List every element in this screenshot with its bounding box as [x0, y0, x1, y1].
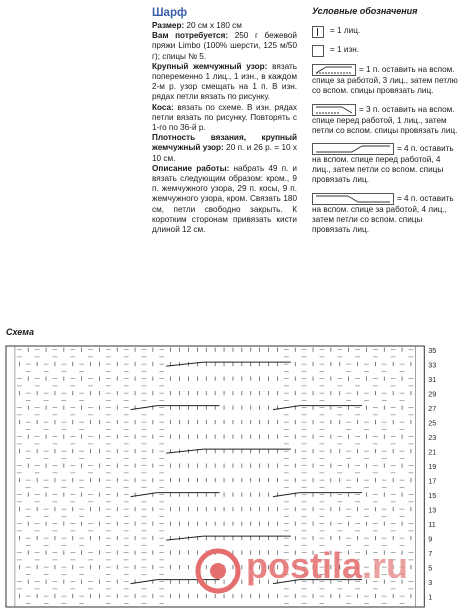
row-number: 31	[428, 374, 437, 384]
watermark-suffix: .ru	[362, 545, 409, 586]
materials-paragraph	[152, 31, 297, 62]
legend-text-knit: = 1 лиц.	[330, 26, 361, 36]
row-number: 13	[428, 505, 437, 515]
row-number: 23	[428, 432, 437, 442]
cable-3-right-icon	[312, 64, 356, 76]
materials-label: Вам потребуется:	[152, 31, 229, 41]
cable-4-back-icon	[312, 193, 394, 205]
row-number: 33	[428, 360, 437, 370]
legend-item-cable-4-front	[312, 143, 458, 186]
row-number: 5	[428, 563, 433, 573]
legend-text-cable-3-left: = 3 п. оставить на вспом. спице перед работой, 1 лиц., затем петли со вспом. спицы провязать лиц.	[312, 104, 458, 135]
row-number: 19	[428, 461, 437, 471]
row-number: 21	[428, 447, 437, 457]
cable-value: вязать по схеме. В изн. рядах петли вязать по рисунку. Повторять с 1-го по 36-й р.	[152, 102, 297, 133]
size-value: 20 см х 180 см	[186, 21, 242, 30]
row-number: 25	[428, 418, 437, 428]
legend-item-cable-3-right	[312, 64, 458, 96]
row-number: 17	[428, 476, 437, 486]
knit-icon	[312, 26, 324, 38]
pearl-value: вязать попеременно 1 лиц., 1 изн., в каждом 2-м р. узор смещать на 1 п. В изн. рядах петли вязать по рисунку.	[152, 61, 297, 102]
row-number: 11	[428, 519, 436, 529]
legend	[312, 6, 458, 242]
watermark	[246, 545, 408, 587]
row-number: 7	[428, 548, 433, 558]
legend-item-cable-3-left	[312, 104, 458, 136]
legend-item-cable-4-back	[312, 193, 458, 236]
cable-label: Коса:	[152, 102, 174, 112]
size-label: Размер:	[152, 21, 185, 30]
pattern-description	[152, 6, 297, 235]
row-number: 9	[428, 534, 433, 544]
pearl-label: Крупный жемчужный узор:	[152, 61, 268, 71]
row-number: 29	[428, 389, 437, 399]
desc-paragraph	[152, 164, 297, 235]
cable-3-left-icon	[312, 104, 356, 116]
row-number: 35	[428, 345, 437, 355]
article-title: Шарф	[152, 7, 188, 19]
postila-logo-icon	[194, 547, 242, 595]
size-paragraph	[152, 21, 297, 31]
row-number: 27	[428, 403, 437, 413]
gauge-paragraph	[152, 133, 297, 164]
row-number: 3	[428, 577, 433, 587]
purl-icon	[312, 45, 324, 57]
desc-label: Описание работы:	[152, 163, 230, 173]
materials-value: 250 г бежевой пряжи Limbo (100% шерсти, 125 м/50 г); спицы № 5.	[152, 31, 297, 61]
watermark-main: postila	[246, 545, 363, 586]
legend-text-purl: = 1 изн.	[330, 45, 360, 55]
legend-text-cable-4-front: = 4 п. оставить на вспом. спице перед работой, 4 лиц., затем петли со вспом. спицы провязать лиц.	[312, 144, 454, 185]
row-number: 1	[428, 592, 433, 602]
cable-paragraph	[152, 103, 297, 134]
legend-title: Условные обозначения	[312, 6, 418, 16]
desc-value: набрать 49 п. и вязать следующим образом: кром., 9 п. жемчужного узора, 29 п. косы, 9 п. жемчужного узора, кром. Связать 180 см, петли свободно закрыть. К коротким сторонам привязать кисти длиной 12 см.	[152, 163, 297, 235]
cable-4-front-icon	[312, 143, 394, 155]
pearl-paragraph	[152, 62, 297, 103]
legend-text-cable-4-back: = 4 п. оставить на вспом. спице за работой, 4 лиц., затем петли со вспом. спицы провязать лиц.	[312, 193, 454, 235]
gauge-label: Плотность вязания, крупный жемчужный узор:	[152, 133, 297, 153]
row-number: 15	[428, 490, 437, 500]
gauge-value: 20 п. и 26 р. = 10 х 10 см.	[152, 143, 298, 163]
legend-text-cable-3-right: = 1 п. оставить на вспом. спице за работой, 3 лиц., затем петлю со вспом. спицы провязать лиц.	[312, 65, 458, 96]
chart-label: Схема	[6, 327, 34, 337]
legend-item-knit	[312, 26, 458, 38]
legend-item-purl	[312, 45, 458, 57]
